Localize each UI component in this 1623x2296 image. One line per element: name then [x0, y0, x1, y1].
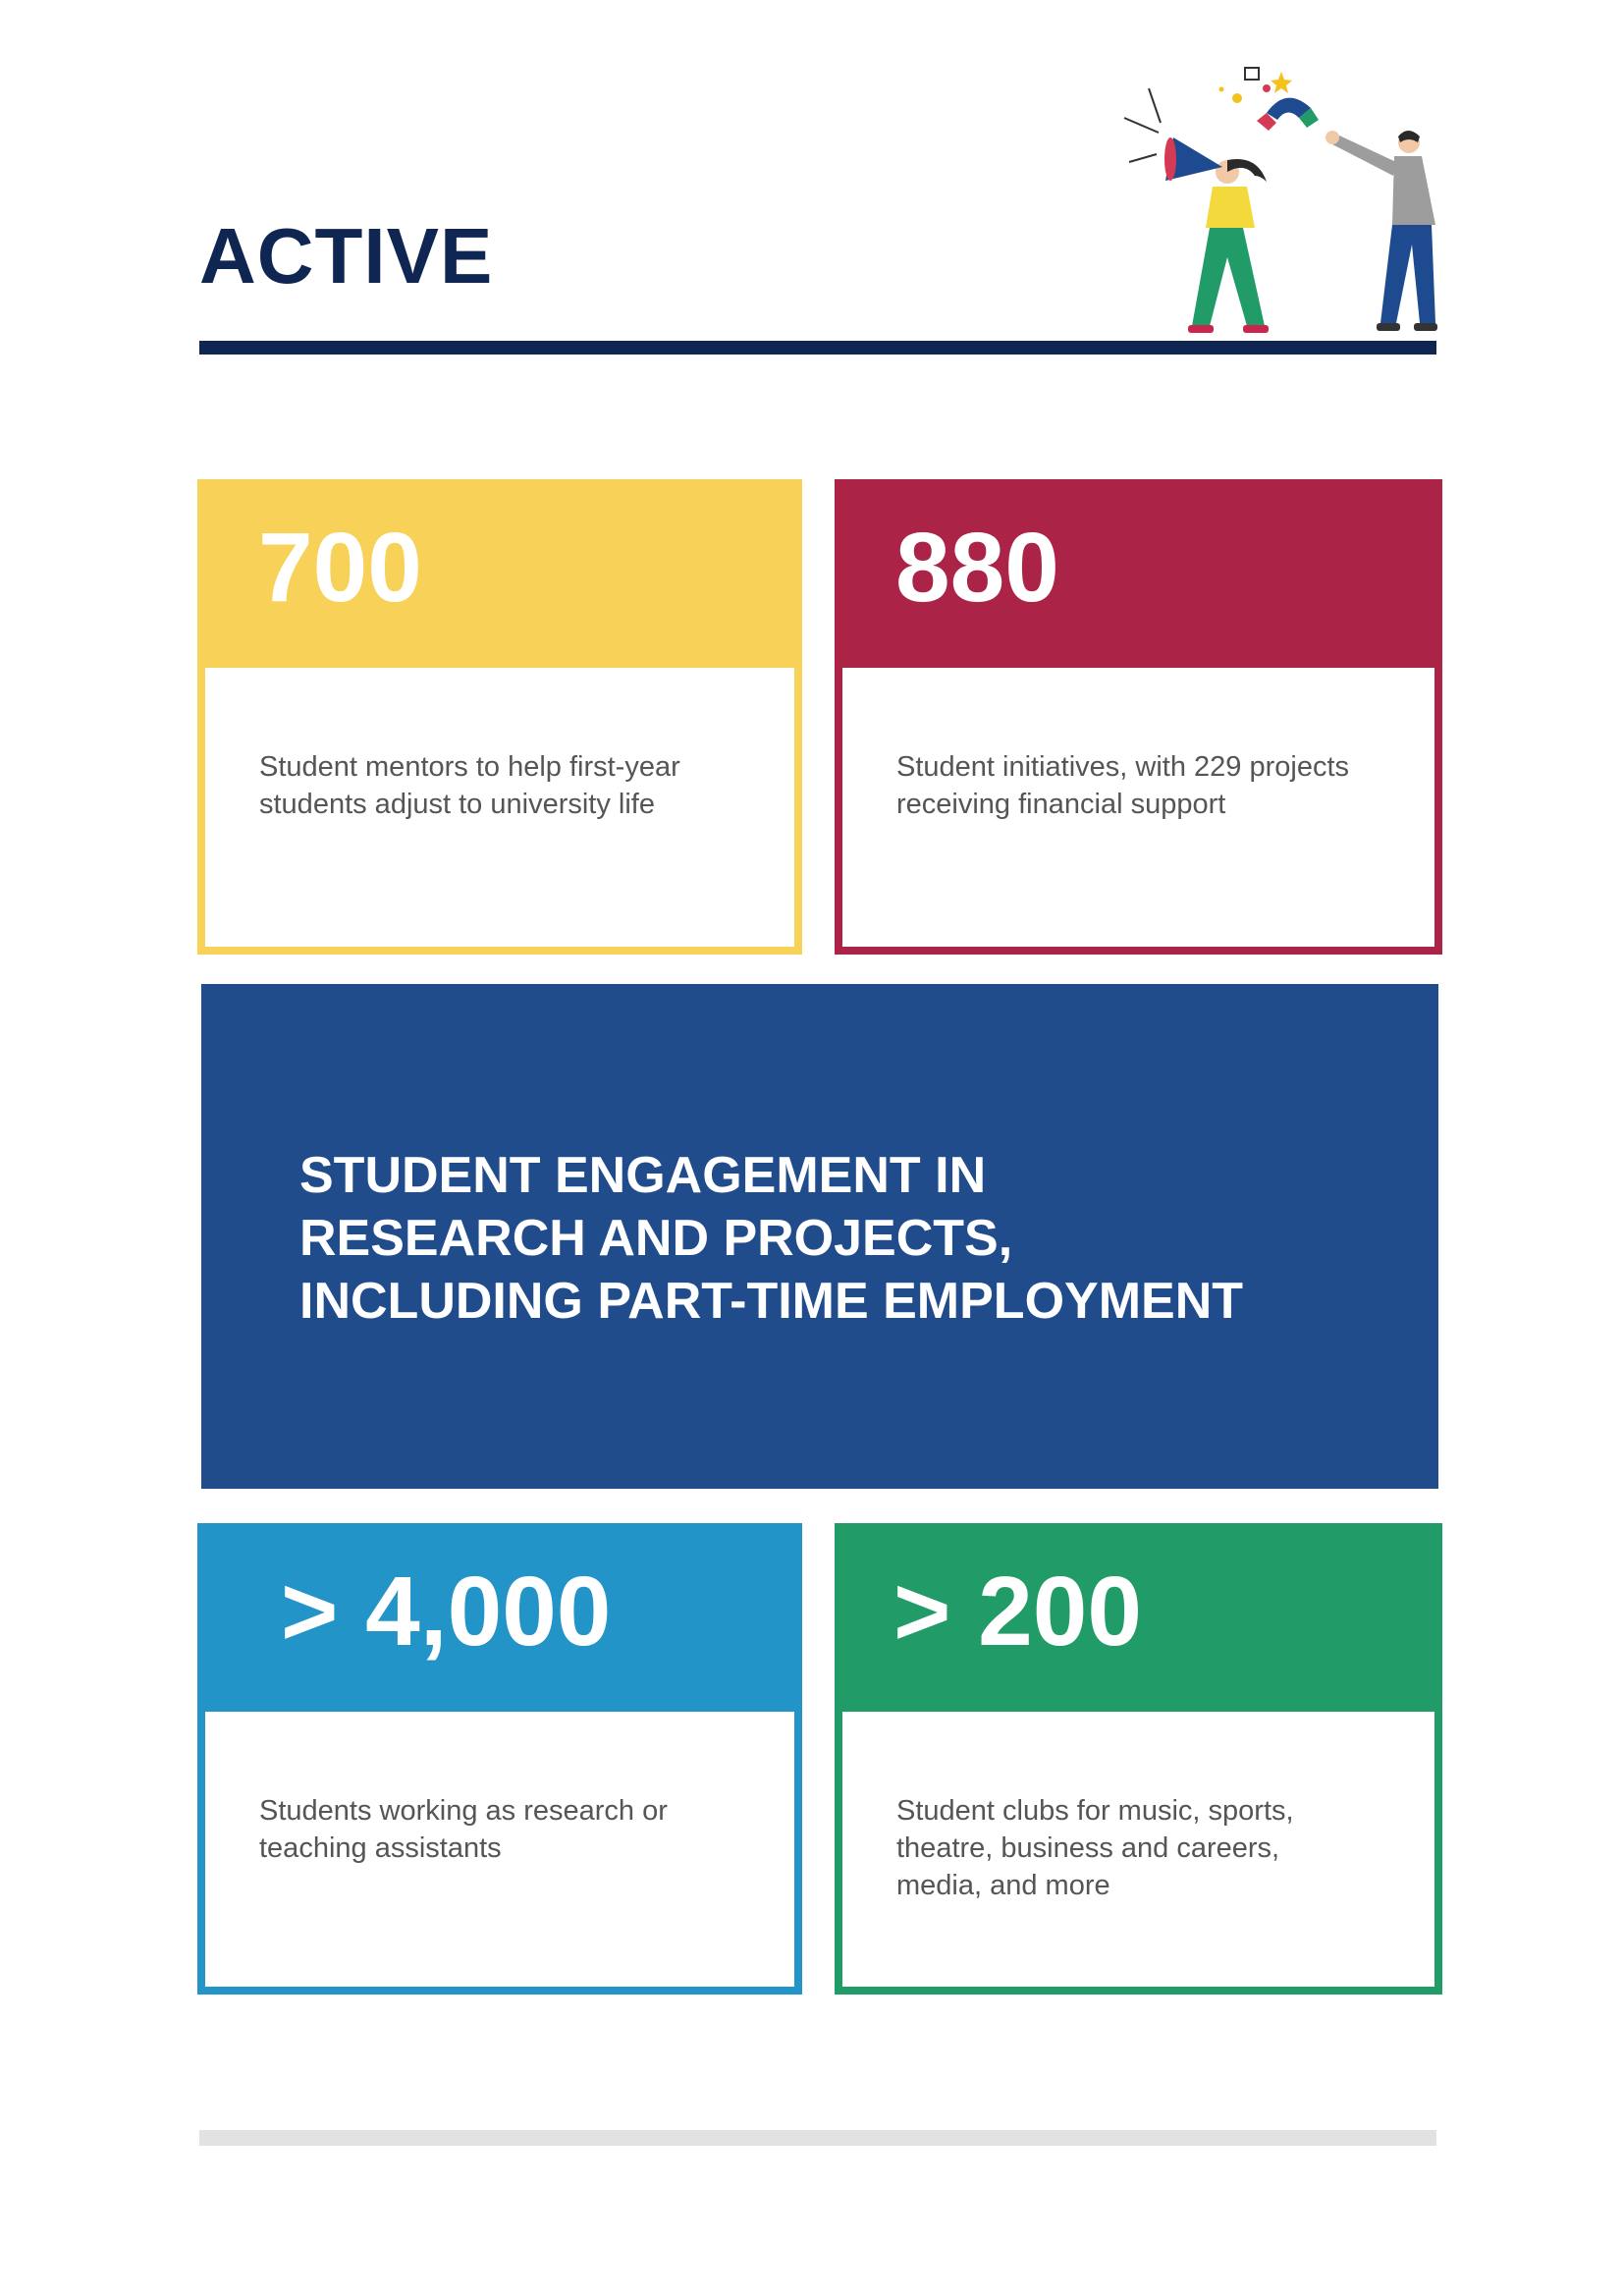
stat-value: > 200 — [893, 1557, 1143, 1667]
footer-divider — [199, 2130, 1436, 2146]
stat-value: 700 — [258, 513, 422, 623]
megaphone-magnet-people-illustration — [1119, 54, 1453, 349]
stat-card-clubs — [835, 1523, 1442, 1995]
banner-heading: STUDENT ENGAGEMENT IN RESEARCH AND PROJECTS, INCLUDING PART-TIME EMPLOYMENT — [299, 1147, 1244, 1330]
stat-body — [205, 1712, 794, 1987]
stat-body — [842, 668, 1434, 947]
stat-band — [197, 1523, 802, 1712]
stat-body — [842, 1712, 1434, 1987]
stat-band — [197, 479, 802, 668]
stat-card-initiatives — [835, 479, 1442, 955]
stat-description: Student initiatives, with 229 projects receiving financial support — [896, 751, 1350, 820]
stat-card-assistants — [197, 1523, 802, 1995]
stat-description: Student clubs for music, sports, theatre, business and careers, media, and more — [896, 1795, 1294, 1901]
engagement-banner — [201, 984, 1438, 1489]
stat-band — [835, 1523, 1442, 1712]
stat-description: Students working as research or teaching assistants — [259, 1795, 668, 1864]
stat-card-mentors — [197, 479, 802, 955]
stat-body — [205, 668, 794, 947]
stat-band — [835, 479, 1442, 668]
stat-value: 880 — [895, 513, 1059, 623]
page-title: ACTIVE — [199, 212, 494, 300]
stat-value: > 4,000 — [281, 1557, 612, 1667]
stat-description: Student mentors to help first-year students adjust to university life — [259, 751, 680, 820]
